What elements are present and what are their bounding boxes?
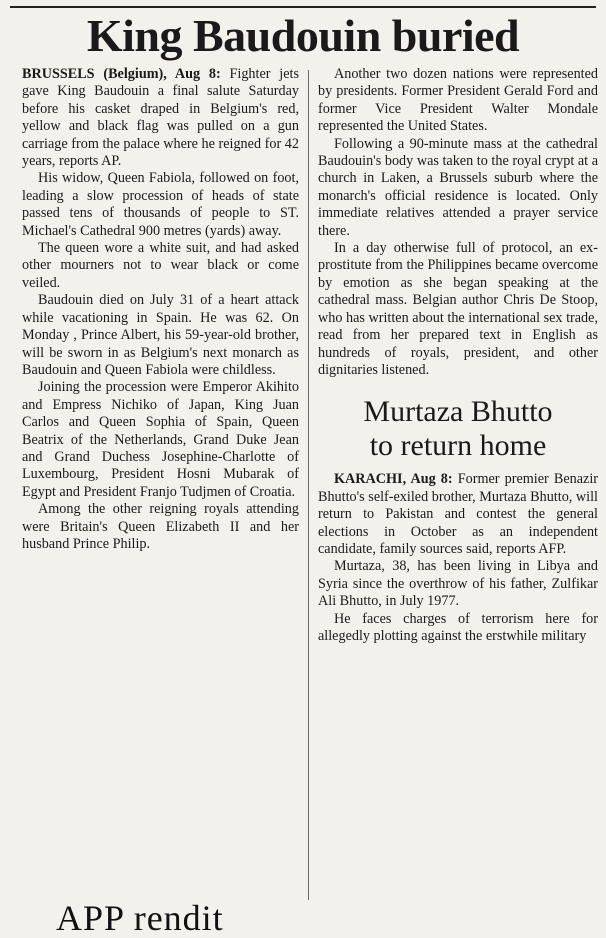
paragraph: Joining the procession were Emperor Akihito and Empress Nichiko of Japan, King Juan Carlos and Queen Sophia of Spain, Queen Beatrix of the Netherlands, Grand Duke Jean and Grand Duchess Josephine-Charlotte of Luxembourg, President Hosni Mubarak of Egypt and President Franjo Tudjmen of Croatia. [22, 379, 299, 500]
headline-cut-off: APP rendit [56, 898, 224, 938]
article-column-right [318, 66, 598, 645]
paragraph: He faces charges of terrorism here for allegedly plotting against the erstwhile military [318, 610, 598, 644]
headline-murtaza-bhutto: Murtaza Bhutto to return home [363, 395, 553, 463]
article-column-left [22, 66, 299, 553]
column-divider [308, 70, 309, 900]
paragraph: His widow, Queen Fabiola, followed on foot, leading a slow procession of heads of state passed tens of thousands of people to ST. Michael's Cathedral 900 metres (yards) away. [22, 170, 299, 239]
paragraph: Following a 90-minute mass at the cathedral Baudouin's body was taken to the royal crypt at a church in Laken, a Brussels suburb where the monarch's official residence is located. Only immediate relatives attended a prayer service there. [318, 135, 598, 239]
paragraph: Murtaza, 38, has been living in Libya and Syria since the overthrow of his father, Zulfikar Ali Bhutto, in July 1977. [318, 558, 598, 610]
paragraph: The queen wore a white suit, and had asked other mourners not to wear black or come veiled. [22, 240, 299, 291]
paragraph: In a day otherwise full of protocol, an ex-prostitute from the Philippines became overcome by emotion as she began speaking at the cathedral mass. Belgian author Chris De Stoop, who has written about the international sex trade, read from her prepared text in English as hundreds of royals, president, and other dignitaries listened. [318, 240, 598, 378]
dateline-karachi: KARACHI, Aug 8: [334, 471, 453, 488]
paragraph-lead: BRUSSELS (Belgium), Aug 8: Fighter jets gave King Baudouin a final salute Saturday before his casket draped in Belgium's red, yellow and black flag was pulled on a gun carriage from the palace where he reigned for 42 years, reports AP. [22, 66, 299, 170]
paragraph: Baudouin died on July 31 of a heart attack while vacationing in Spain. He was 62. On Monday , Prince Albert, his 59-year-old brother, will be sworn in as Belgium's next monarch as Baudouin and Queen Fabiola were childless. [22, 292, 299, 378]
paragraph: Another two dozen nations were represented by presidents. Former President Gerald Ford and former Vice President Walter Mondale represented the United States. [318, 66, 598, 135]
paragraph-lead: KARACHI, Aug 8: Former premier Benazir Bhutto's self-exiled brother, Murtaza Bhutto, will return to Pakistan and contest the general elections in October as an independent candidate, family sources said, reports AFP. [318, 471, 599, 557]
paragraph: Among the other reigning royals attending were Britain's Queen Elizabeth II and her husband Prince Philip. [22, 501, 299, 552]
headline-king-baudouin: King Baudouin buried [86, 10, 520, 61]
dateline-brussels: BRUSSELS (Belgium), Aug 8: [22, 66, 221, 82]
